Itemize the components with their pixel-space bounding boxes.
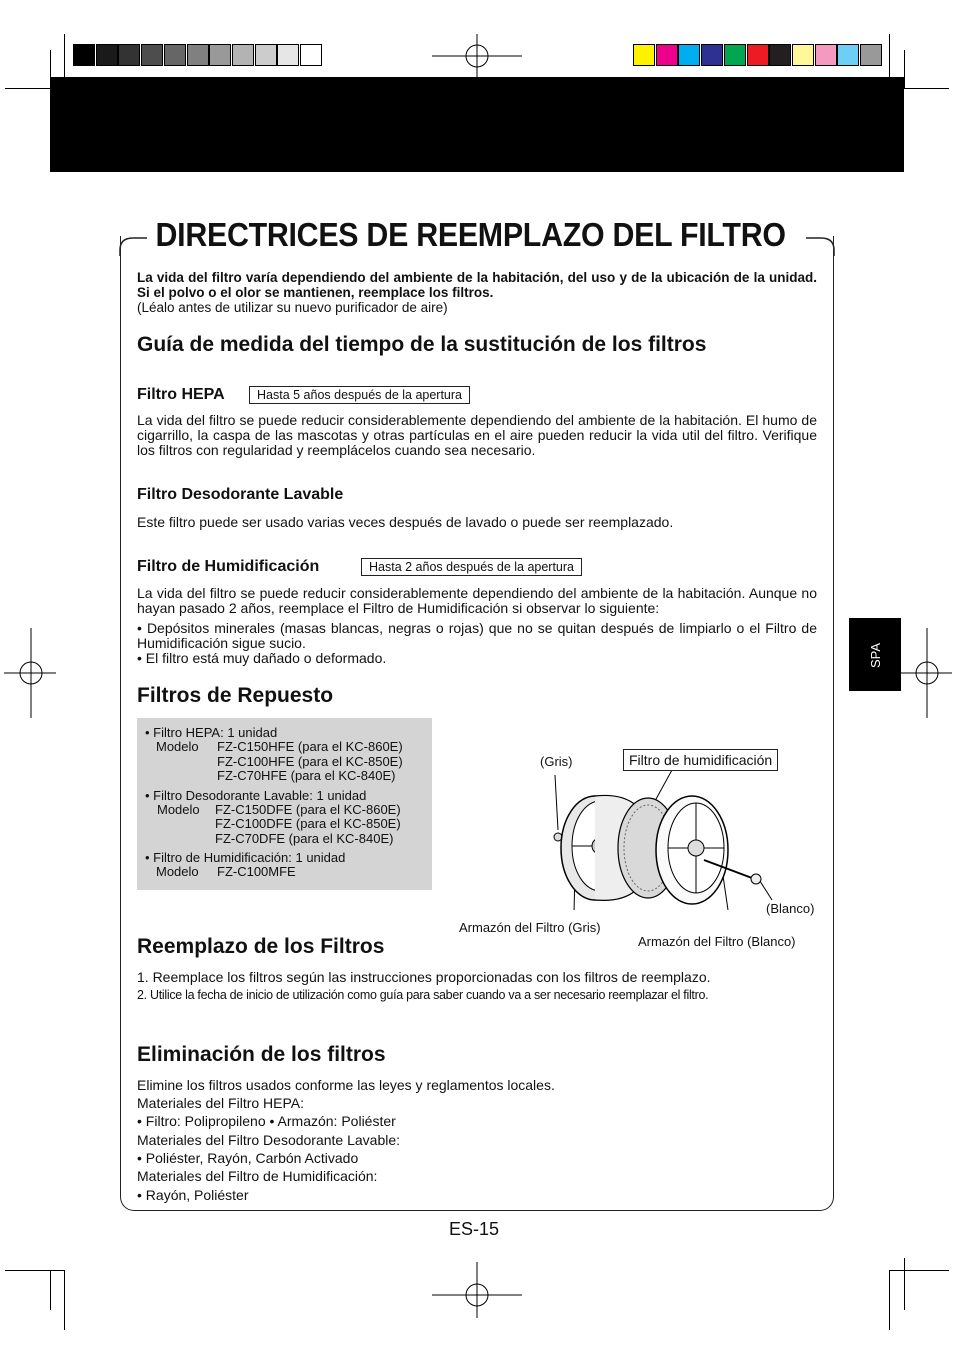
disposal-line: • Filtro: Polipropileno • Armazón: Poliéster [137,1113,396,1129]
disposal-line: Materiales del Filtro de Humidificación: [137,1168,378,1184]
parts-hepa-model: FZ-C70HFE (para el KC-840E) [217,768,396,783]
parts-deodorizer-model: FZ-C100DFE (para el KC-850E) [215,816,401,831]
intro-text: La vida del filtro varía dependiendo del ambiente de la habitación, del uso y de la ubicación de la unidad. Si el polvo o el olor se mantienen, reemplace los filtros. [137,270,817,300]
parts-model-label: Modelo [156,864,199,879]
disposal-line: Materiales del Filtro HEPA: [137,1095,305,1111]
frame-top-right-corner [806,236,836,256]
intro-note: (Léalo antes de utilizar su nuevo purificador de aire) [137,300,448,315]
color-swatch [96,44,118,66]
color-swatch [118,44,140,66]
parts-hepa-model: FZ-C100HFE (para el KC-850E) [217,754,403,769]
parts-model-label: Modelo [156,739,199,754]
humid-bullet-1: • Depósitos minerales (masas blancas, negras o rojas) que no se quitan después de limpiarlo o el Filtro de Humidificación sigue sucio. [137,620,817,651]
color-swatch [769,44,791,66]
disposal-line: • Poliéster, Rayón, Carbón Activado [137,1150,359,1166]
filter-assembly-illustration [540,770,780,910]
color-swatch [209,44,231,66]
frame-top-left-corner [119,236,149,256]
label-frame-blanco: Armazón del Filtro (Blanco) [638,934,796,949]
color-swatch [300,44,322,66]
parts-hepa-title: • Filtro HEPA: 1 unidad [145,725,278,740]
color-swatch [724,44,746,66]
color-swatch [678,44,700,66]
color-swatch [164,44,186,66]
disposal-line: Materiales del Filtro Desodorante Lavable: [137,1132,401,1148]
color-swatch [277,44,299,66]
replace-step-1: 1. Reemplace los filtros según las instrucciones proporcionadas con los filtros de reemplazo. [137,969,711,985]
parts-deodorizer-model: FZ-C70DFE (para el KC-840E) [215,831,394,846]
label-blanco: (Blanco) [766,901,815,916]
section-parts-heading: Filtros de Repuesto [137,684,334,707]
language-tab-label: SPA [868,642,884,669]
hepa-heading: Filtro HEPA [137,386,225,403]
color-swatch [187,44,209,66]
parts-hepa-model: FZ-C150HFE (para el KC-860E) [217,739,403,754]
section-disposal-heading: Eliminación de los filtros [137,1043,386,1066]
color-swatch [73,44,95,66]
page-number: ES-15 [449,1219,500,1239]
color-swatch [656,44,678,66]
language-tab [849,618,901,691]
humid-heading: Filtro de Humidificación [137,558,320,575]
parts-deodorizer-model: FZ-C150DFE (para el KC-860E) [215,802,401,817]
registration-target-right [900,628,952,718]
disposal-line: • Rayón, Poliéster [137,1187,249,1203]
label-frame-gris: Armazón del Filtro (Gris) [459,920,601,935]
registration-target-bottom [432,1262,522,1318]
color-swatch [860,44,882,66]
humid-bullet-2: • El filtro está muy dañado o deformado. [137,650,387,666]
color-swatch [815,44,837,66]
color-swatch [792,44,814,66]
parts-humid-model: FZ-C100MFE [217,864,296,879]
hepa-duration-badge: Hasta 5 años después de la apertura [249,386,470,404]
color-swatch [232,44,254,66]
hepa-text: La vida del filtro se puede reducir considerablemente dependiendo del ambiente de la habitación. El humo de cigarrillo, la caspa de las mascotas y otras partículas en el aire pueden reducir la vida util del filtro. Verifique los filtros con regularidad y reemplácelos cuando sea necesario. [137,412,817,458]
color-swatch [747,44,769,66]
color-swatch [141,44,163,66]
section-replace-heading: Reemplazo de los Filtros [137,935,385,958]
color-swatch [255,44,277,66]
color-swatch [837,44,859,66]
humid-duration-badge: Hasta 2 años después de la apertura [361,558,582,576]
parts-humid-title: • Filtro de Humidificación: 1 unidad [145,850,346,865]
label-humidification-filter: Filtro de humidificación [623,749,778,771]
header-band [50,77,904,172]
section-guide-heading: Guía de medida del tiempo de la sustitución de los filtros [137,333,707,356]
disposal-line: Elimine los filtros usados conforme las leyes y reglamentos locales. [137,1077,555,1093]
color-swatch [633,44,655,66]
replace-step-2: 2. Utilice la fecha de inicio de utilización como guía para saber cuando va a ser necesario reemplazar el filtro. [137,988,709,1002]
color-swatch [701,44,723,66]
parts-model-label: Modelo [157,802,200,817]
label-gris: (Gris) [540,754,573,769]
registration-target-left [4,628,56,718]
page-title: DIRECTRICES DE REEMPLAZO DEL FILTRO [150,216,791,254]
humid-text: La vida del filtro se puede reducir considerablemente dependiendo del ambiente de la habitación. Aunque no hayan pasado 2 años, reemplace el Filtro de Humidificación si observar lo siguiente: [137,585,817,616]
deodorizer-text: Este filtro puede ser usado varias veces después de lavado o puede ser reemplazado. [137,514,674,530]
parts-deodorizer-title: • Filtro Desodorante Lavable: 1 unidad [145,788,367,803]
deodorizer-heading: Filtro Desodorante Lavable [137,486,344,503]
